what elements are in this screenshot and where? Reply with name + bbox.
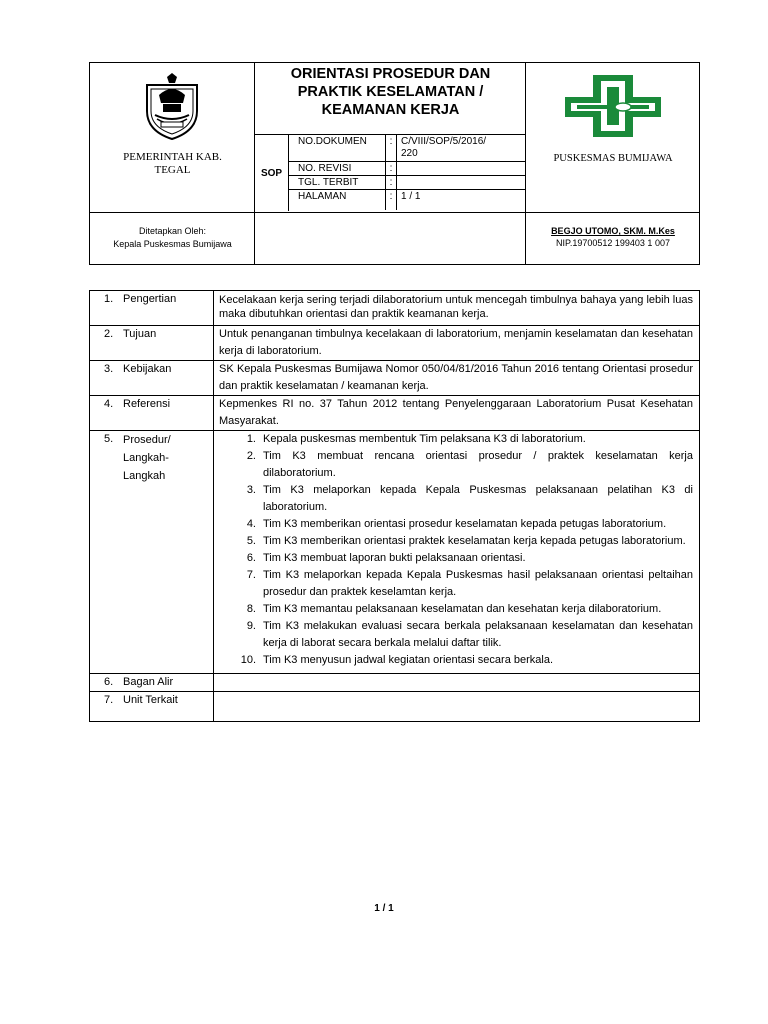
signer-nip: NIP.19700512 199403 1 007 [556,238,670,248]
list-item [219,550,693,567]
step-text: Tim K3 melaporkan kepada Kepala Puskesmas hasil pelaksanaan orientasi peltaihan prosedur dan praktek keselamtan kerja. [263,569,693,598]
sop-content-table [89,290,700,722]
meta-row-document-number [289,134,526,161]
section-text: Kecelakaan kerja sering terjadi dilaboratorium untuk mencegah timbulnya bahaya yang lebih luas maka dibutuhkan orientasi dan praktik keamanan kerja. [214,291,700,326]
section-label: Bagan Alir [123,676,174,688]
section-label: Tujuan [123,328,157,340]
meta-colon: : [386,135,397,161]
section-label: Unit Terkait [123,694,178,706]
table-row [90,674,700,692]
meta-key: TGL. TERBIT [289,176,386,189]
step-text: Tim K3 memberikan orientasi praktek keselamatan kerja kepada petugas laboratorium. [263,535,686,547]
list-item [219,482,693,516]
section-number: 5. [104,433,114,445]
procedure-steps-cell [214,431,700,674]
list-item [219,601,693,618]
meta-row-revision [289,161,526,175]
document-meta [289,134,526,210]
section-label: Pengertian [123,293,177,305]
title-line3: KEAMANAN KERJA [321,102,460,118]
list-item [219,533,693,550]
section-label-cell [90,396,214,431]
set-by-cell [90,213,255,265]
step-number: 4. [246,518,256,530]
section-number: 4. [104,398,114,410]
signer-name: BEGJO UTOMO, SKM. M.Kes [551,226,675,236]
title-line1: ORIENTASI PROSEDUR DAN [290,66,491,82]
government-name [90,151,255,177]
section-label: Referensi [123,398,171,410]
section-number: 1. [104,293,114,305]
step-text: Kepala puskesmas membentuk Tim pelaksana K3 di laboratorium. [263,433,586,445]
puskesmas-name: PUSKESMAS BUMIJAWA [553,153,673,164]
document-title [255,63,526,119]
section-text [214,692,700,722]
puskesmas-cell [526,63,700,212]
step-text: Tim K3 membuat rencana orientasi prosedur / praktek keselamatan kerja dilaboratorium. [263,450,693,479]
meta-key: NO. REVISI [289,162,386,175]
section-label-cell [90,431,214,674]
gov-name-line2: TEGAL [154,164,191,176]
signature-cell [255,213,526,265]
meta-value [397,162,526,175]
sop-label: SOP [255,134,289,211]
step-text: Tim K3 memantau pelaksanaan keselamatan dan kesehatan kerja dilaboratorium. [263,603,662,615]
meta-row-issue-date [289,175,526,189]
section-label-cell [90,326,214,361]
table-row [90,431,700,674]
meta-colon: : [386,162,397,175]
set-by-line2: Kepala Puskesmas Bumijawa [113,239,232,249]
puskesmas-cross-logo-icon [563,73,663,139]
list-item [219,448,693,482]
step-number: 7. [246,569,256,581]
table-row [90,291,700,326]
sop-header [89,62,700,265]
meta-value [397,176,526,189]
section-label-cell [90,361,214,396]
step-number: 5. [246,535,256,547]
meta-key: NO.DOKUMEN [289,135,386,161]
step-number: 9. [246,620,256,632]
section-label-cell [90,674,214,692]
meta-colon: : [386,190,397,210]
step-text: Tim K3 melakukan evaluasi secara berkala pelaksanaan keselamatan dan kesehatan kerja di laborat secara berkala melalui daftar tilik. [263,620,693,649]
step-number: 8. [246,603,256,615]
procedure-steps [219,431,693,669]
section-label-cell [90,291,214,326]
meta-value: C/VIII/SOP/5/2016/ 220 [401,136,487,159]
meta-value: 1 / 1 [401,191,421,202]
table-row [90,361,700,396]
meta-colon: : [386,176,397,189]
section-text: Kepmenkes RI no. 37 Tahun 2012 tentang Penyelenggaraan Laboratorium Pusat Kesehatan Masyarakat. [214,396,700,431]
list-item [219,516,693,533]
meta-key: HALAMAN [289,190,386,210]
section-label: Prosedur/ Langkah- Langkah [123,434,171,482]
list-item [219,431,693,448]
approval-row [90,212,699,265]
title-line2: PRAKTIK KESELAMATAN / [297,84,484,100]
set-by-line1: Ditetapkan Oleh: [138,226,207,236]
section-label-cell [90,692,214,722]
step-text: Tim K3 menyusun jadwal kegiatan orientasi secara berkala. [263,654,554,666]
step-number: 3. [246,484,256,496]
section-number: 2. [104,328,114,340]
gov-cell [90,63,255,212]
section-number: 6. [104,676,114,688]
section-text [214,674,700,692]
page-indicator: 1 / 1 [374,903,394,914]
step-text: Tim K3 memberikan orientasi prosedur keselamatan kepada petugas laboratorium. [263,518,667,530]
meta-row-page [289,189,526,210]
section-number: 3. [104,363,114,375]
section-label: Kebijakan [123,363,172,375]
list-item [219,618,693,652]
table-row [90,692,700,722]
section-text: Untuk penanganan timbulnya kecelakaan di laboratorium, menjamin keselamatan dan kesehatan kerja di laboratorium. [214,326,700,361]
step-number: 6. [246,552,256,564]
tegal-regency-emblem-icon [137,73,207,143]
step-number: 10. [240,654,256,666]
table-row [90,396,700,431]
signer-cell [526,213,700,265]
gov-name-line1: PEMERINTAH KAB. [123,151,222,163]
set-by-text [90,225,255,251]
step-number: 1. [246,433,256,445]
table-row [90,326,700,361]
step-text: Tim K3 melaporkan kepada Kepala Puskesmas pelaksanaan pelatihan K3 di laboratorium. [263,484,693,513]
title-cell [255,63,526,212]
section-text: SK Kepala Puskesmas Bumijawa Nomor 050/04/81/2016 Tahun 2016 tentang Orientasi prosedur dan praktik keselamatan / keamanan kerja. [214,361,700,396]
step-text: Tim K3 membuat laporan bukti pelaksanaan orientasi. [263,552,526,564]
section-number: 7. [104,694,114,706]
list-item [219,652,693,669]
step-number: 2. [246,450,256,462]
list-item [219,567,693,601]
